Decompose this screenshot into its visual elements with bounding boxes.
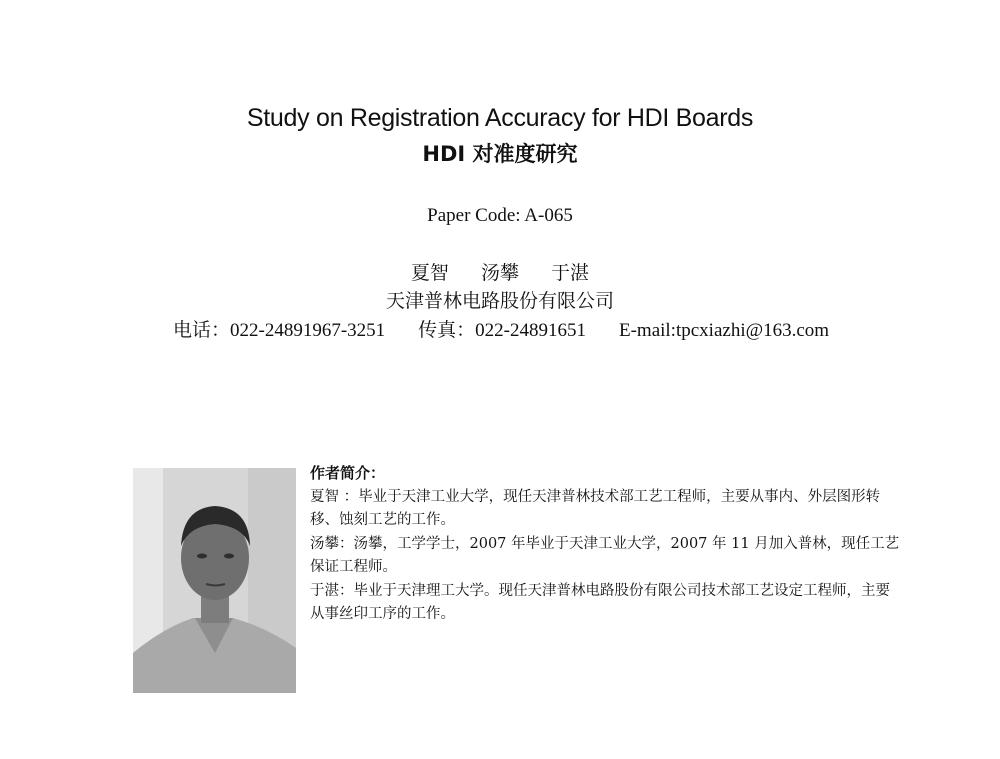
author-bio bbox=[310, 462, 900, 627]
paper-title-english: Study on Registration Accuracy for HDI Boards bbox=[246, 104, 754, 132]
author-photo bbox=[133, 468, 296, 693]
phone-number: 电话：022-24891967-3251 bbox=[173, 320, 386, 341]
affiliation: 天津普林电路股份有限公司 bbox=[385, 290, 614, 312]
bio-entry: 夏智 ：毕业于天津工业大学，现任天津普林技术部工艺工程师，主要从事内、外层图形转移、蚀刻工艺的工作。 bbox=[310, 488, 881, 528]
author-name: 于湛 bbox=[551, 262, 590, 284]
portrait-image bbox=[133, 468, 296, 693]
paper-code: Paper Code: A-065 bbox=[427, 205, 573, 226]
author-list bbox=[0, 258, 1000, 285]
bio-entry: 汤攀：汤攀，工学学士，2007 年毕业于天津工业大学，2007 年 11 月加入普林，现任工艺保证工程师。 bbox=[310, 535, 900, 575]
email-address: E-mail:tpcxiazhi@163.com bbox=[618, 320, 830, 341]
bio-heading: 作者简介： bbox=[310, 464, 386, 482]
fax-number: 传真：022-24891651 bbox=[418, 320, 586, 341]
author-name: 汤攀 bbox=[480, 262, 519, 284]
contact-line bbox=[173, 315, 829, 342]
paper-title-chinese: HDI 对准度研究 bbox=[422, 142, 578, 166]
bio-entry: 于湛：毕业于天津理工大学。现任天津普林电路股份有限公司技术部工艺设定工程师，主要从事丝印工序的工作。 bbox=[310, 582, 890, 622]
author-name: 夏智 bbox=[410, 262, 449, 284]
